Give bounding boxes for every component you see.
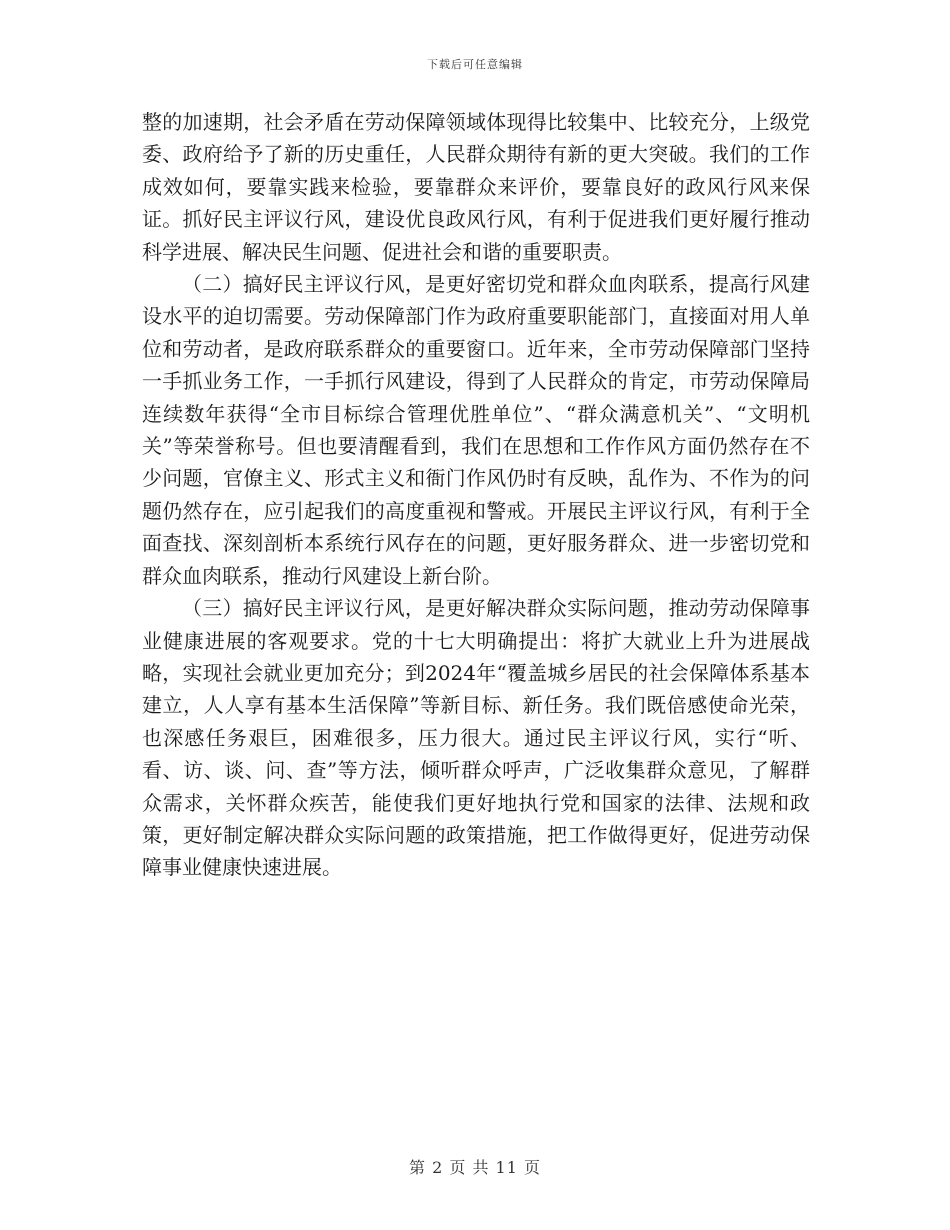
paragraph-continuation: 整的加速期，社会矛盾在劳动保障领域体现得比较集中、比较充分，上级党委、政府给予了新的历史重任，人民群众期待有新的更大突破。我们的工作成效如何，要靠实践来检验，要靠群众来评价，要靠良好的政风行风来保证。抓好民主评议行风，建设优良政风行风，有利于促进我们更好履行推动科学进展、解决民生问题、促进社会和谐的重要职责。 — [142, 110, 810, 264]
document-body — [142, 106, 810, 884]
page-number: 第 2 页 共 11 页 — [409, 1158, 541, 1177]
paragraph-section-2: （二）搞好民主评议行风，是更好密切党和群众血肉联系，提高行风建设水平的迫切需要。劳动保障部门作为政府重要职能部门，直接面对用人单位和劳动者，是政府联系群众的重要窗口。近年来，全市劳动保障部门坚持一手抓业务工作，一手抓行风建设，得到了人民群众的肯定，市劳动保障局连续数年获得“全市目标综合管理优胜单位”、“群众满意机关”、“文明机关”等荣誉称号。但也要清醒看到，我们在思想和工作作风方面仍然存在不少问题，官僚主义、形式主义和衙门作风仍时有反映，乱作为、不作为的问题仍然存在，应引起我们的高度重视和警戒。开展民主评议行风，有利于全面查找、深刻剖析本系统行风存在的问题，更好服务群众、进一步密切党和群众血肉联系，推动行风建设上新台阶。 — [142, 272, 810, 588]
paragraph-section-3: （三）搞好民主评议行风，是更好解决群众实际问题，推动劳动保障事业健康进展的客观要求。党的十七大明确提出：将扩大就业上升为进展战略，实现社会就业更加充分；到2024年“覆盖城乡居民的社会保障体系基本建立，人人享有基本生活保障”等新目标、新任务。我们既倍感使命光荣，也深感任务艰巨，困难很多，压力很大。通过民主评议行风，实行“听、看、访、谈、问、查”等方法，倾听群众呼声，广泛收集群众意见，了解群众需求，关怀群众疾苦，能使我们更好地执行党和国家的法律、法规和政策，更好制定解决群众实际问题的政策措施，把工作做得更好，促进劳动保障事业健康快速进展。 — [142, 596, 810, 880]
header-note: 下载后可任意编辑 — [427, 58, 523, 71]
